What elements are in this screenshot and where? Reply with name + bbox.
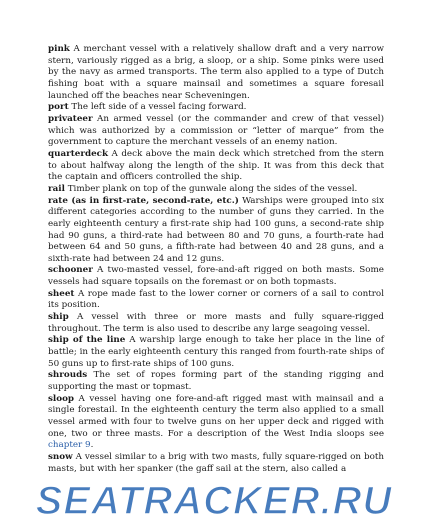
entry-definition: A vessel with three or more masts and fully square-rigged throughout. The term is also used to describe any large seagoing vessel.	[48, 312, 384, 334]
watermark-logo	[14, 476, 414, 526]
entry-term: sloop	[48, 393, 75, 404]
glossary-entry-rate	[48, 196, 384, 266]
entry-term: schooner	[48, 265, 93, 276]
glossary-entry-port	[48, 102, 384, 114]
entry-definition: A rope made fast to the lower corner or corners of a sail to control its position.	[48, 288, 384, 311]
entry-definition: A vessel similar to a brig with two masts, fully square-rigged on both masts, but with her spanker (the gaff sail at the stern, also called a	[48, 451, 384, 474]
glossary-entry-sloop	[48, 394, 384, 452]
entry-definition: A two-masted vessel, fore-and-aft rigged on both masts. Some vessels had square topsails on the foremast or on both topmasts.	[48, 265, 384, 288]
glossary-entry-schooner	[48, 265, 384, 288]
glossary-entry-sheet	[48, 289, 384, 312]
entry-term: pink	[48, 44, 70, 54]
entry-term: port	[48, 102, 69, 113]
glossary-entry-snow	[48, 452, 384, 475]
entry-definition-end: .	[90, 440, 94, 451]
glossary-entry-rail	[48, 184, 384, 196]
entry-term: snow	[48, 451, 73, 462]
glossary-entry-ship-of-the-line	[48, 335, 384, 370]
entry-definition: A merchant vessel with a relatively shallow draft and a very narrow stern, variously rigged as a brig, a sloop, or a ship. Some pinks were used by the navy as armed transports. The term also applied to a type of Dutch fishing boat with a square mainsail and sometimes a square foresail launched off the beaches near Scheveningen.	[48, 44, 384, 101]
entry-definition: Warships were grouped into six different categories according to the number of guns they carried. In the early eighteenth century a first-rate ship had 100 guns, a second-rate ship had 90 guns, a third-rate had between 80 and 70 guns, a fourth-rate had between 64 and 50 guns, a fifth-rate had between 40 and 28 guns, and a sixth-rate had between 24 and 12 guns.	[48, 195, 384, 264]
entry-definition: Timber plank on top of the gunwale along the sides of the vessel.	[64, 183, 358, 194]
entry-definition: The left side of a vessel facing forward.	[68, 102, 247, 113]
entry-definition: An armed vessel (or the commander and crew of that vessel) which was authorized by a commission or “letter of marque” from the government to capture the merchant vessels of an enemy nation.	[48, 113, 384, 148]
entry-term: ship of the line	[48, 335, 126, 346]
glossary-entry-pink	[48, 44, 384, 102]
glossary-entry-privateer	[48, 114, 384, 149]
entry-term: sheet	[48, 288, 75, 299]
entry-definition: A warship large enough to take her place in the line of battle; in the early eighteenth century this ranged from fourth-rate ships of 50 guns up to first-rate ships of 100 guns.	[48, 335, 384, 369]
watermark-text: SEATRACKER.RU	[35, 479, 393, 523]
chapter-link[interactable]: chapter 9	[48, 440, 91, 451]
entry-term: rate (as in first-rate, second-rate, etc.)	[48, 195, 239, 206]
glossary-entry-ship	[48, 312, 384, 335]
entry-definition: The set of ropes forming part of the standing rigging and supporting the mast or topmast.	[48, 370, 384, 393]
glossary-page	[48, 44, 384, 475]
entry-term: shrouds	[48, 370, 88, 381]
entry-definition: A vessel having one fore-and-aft rigged mast with mainsail and a single forestail. In the eighteenth century the term also applied to a small vessel armed with four to twelve guns on her upper deck and rigged with one, two or three masts. For a description of the West India sloops see	[48, 393, 384, 439]
entry-term: privateer	[48, 113, 93, 124]
entry-term: quarterdeck	[48, 148, 109, 159]
glossary-entry-shrouds	[48, 370, 384, 393]
entry-term: rail	[48, 183, 65, 194]
entry-definition: A deck above the main deck which stretched from the stern to about halfway along the length of the ship. It was from this deck that the captain and officers controlled the ship.	[48, 148, 384, 183]
entry-term: ship	[48, 312, 69, 323]
glossary-entry-quarterdeck	[48, 149, 384, 184]
